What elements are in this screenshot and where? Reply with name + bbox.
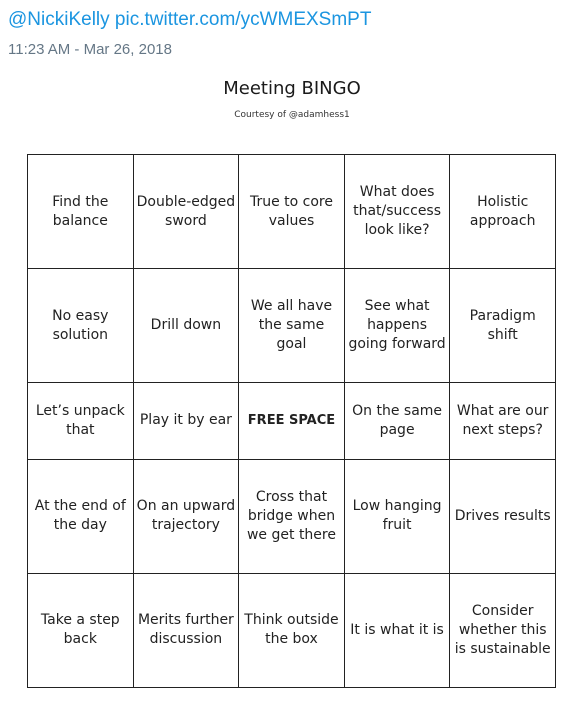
bingo-cell: It is what it is: [344, 573, 450, 687]
bingo-row: [28, 383, 556, 460]
mention-link[interactable]: @NickiKelly: [8, 9, 110, 30]
bingo-cell: We all have the same goal: [239, 269, 345, 383]
bingo-cell: Drill down: [133, 269, 239, 383]
bingo-row: [28, 573, 556, 687]
bingo-row: [28, 459, 556, 573]
bingo-image: [0, 72, 584, 701]
bingo-cell: Paradigm shift: [450, 269, 556, 383]
pic-link[interactable]: pic.twitter.com/ycWMEXSmPT: [114, 9, 372, 30]
bingo-row: [28, 269, 556, 383]
bingo-cell: True to core values: [239, 155, 345, 269]
bingo-cell: Take a step back: [28, 573, 134, 687]
bingo-cell: Double-edged sword: [133, 155, 239, 269]
tweet-timestamp[interactable]: 11:23 AM - Mar 26, 2018: [8, 41, 172, 58]
tweet-text: [8, 8, 576, 32]
bingo-subtitle: Courtesy of @adamhess1: [234, 110, 350, 120]
bingo-title: Meeting BINGO: [223, 78, 361, 99]
bingo-cell: Think outside the box: [239, 573, 345, 687]
bingo-cell-free-space: FREE SPACE: [239, 383, 345, 460]
bingo-cell: What are our next steps?: [450, 383, 556, 460]
bingo-cell: Cross that bridge when we get there: [239, 459, 345, 573]
bingo-cell: No easy solution: [28, 269, 134, 383]
bingo-cell: On the same page: [344, 383, 450, 460]
bingo-cell: Find the balance: [28, 155, 134, 269]
bingo-cell: Merits further discussion: [133, 573, 239, 687]
bingo-cell: Consider whether this is sustainable: [450, 573, 556, 687]
tweet-header: [8, 8, 576, 60]
bingo-cell: See what happens going forward: [344, 269, 450, 383]
bingo-cell: Drives results: [450, 459, 556, 573]
bingo-cell: At the end of the day: [28, 459, 134, 573]
bingo-cell: Play it by ear: [133, 383, 239, 460]
bingo-cell: Let’s unpack that: [28, 383, 134, 460]
bingo-cell: What does that/success look like?: [344, 155, 450, 269]
bingo-cell: On an upward trajectory: [133, 459, 239, 573]
bingo-row: [28, 155, 556, 269]
bingo-cell: Holistic approach: [450, 155, 556, 269]
bingo-cell: Low hanging fruit: [344, 459, 450, 573]
bingo-grid: [27, 154, 556, 688]
